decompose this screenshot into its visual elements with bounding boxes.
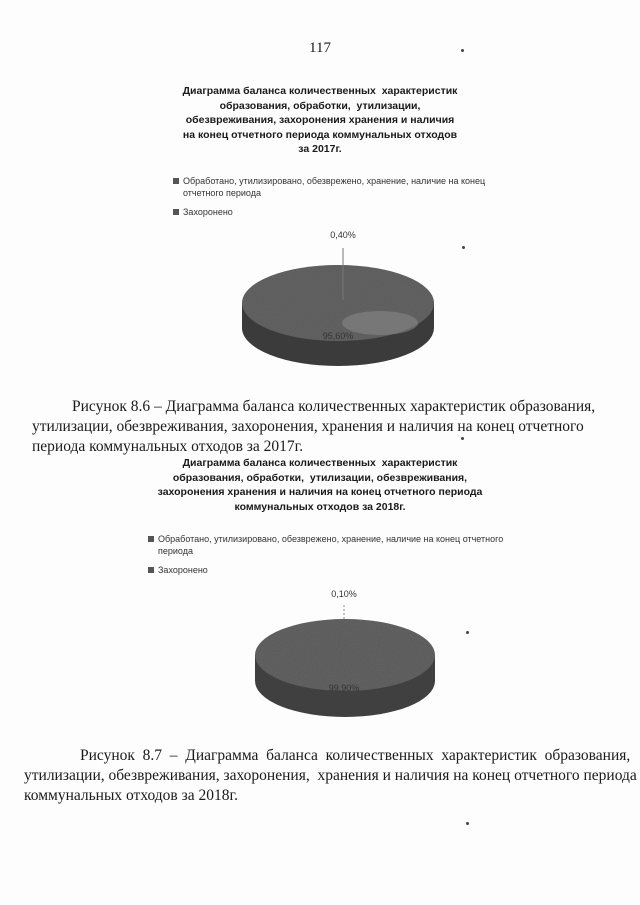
pie-chart-2018 bbox=[248, 583, 448, 728]
chart-title-line: образования, обработки, утилизации, bbox=[219, 99, 421, 112]
chart-legend-2018 bbox=[148, 533, 503, 583]
legend-swatch bbox=[148, 536, 154, 542]
legend-swatch bbox=[148, 567, 154, 573]
chart-title-line: Диаграмма баланса количественных характеристик bbox=[182, 85, 458, 97]
chart-title-line: захоронения хранения и наличия на конец отчетного периода bbox=[157, 486, 483, 498]
caption-line: Рисунок 8.7 – Диаграмма баланса количественных характеристик образования, bbox=[80, 747, 631, 764]
legend-line: Захоронено bbox=[158, 565, 208, 575]
caption-line: утилизации, обезвреживания, захоронения, хранения и наличия на конец отчетного bbox=[32, 418, 584, 435]
page-number: 117 bbox=[309, 40, 331, 56]
chart-title-2018 bbox=[0, 456, 640, 514]
legend-line: отчетного периода bbox=[183, 188, 261, 198]
scan-speck bbox=[461, 437, 464, 440]
scan-speck bbox=[466, 631, 469, 634]
legend-text bbox=[183, 175, 485, 199]
scan-speck bbox=[462, 246, 465, 249]
legend-item-buried bbox=[173, 206, 485, 218]
legend-item-buried bbox=[148, 564, 503, 576]
pie-label-processed: 99,90% bbox=[328, 683, 360, 693]
legend-line: периода bbox=[158, 546, 193, 556]
chart-title-line: на конец отчетного периода коммунальных отходов bbox=[182, 128, 458, 141]
caption-line: коммунальных отходов за 2018г. bbox=[24, 787, 238, 804]
chart-title-2017 bbox=[0, 84, 640, 157]
chart-title-line: обезвреживания, захоронения хранения и наличия bbox=[185, 114, 455, 126]
chart-legend-2017 bbox=[173, 175, 485, 225]
legend-swatch bbox=[173, 178, 179, 184]
legend-item-processed bbox=[148, 533, 503, 557]
pie-label-buried: 0,40% bbox=[330, 230, 356, 240]
chart-title-line: коммунальных отходов за 2018г. bbox=[234, 500, 406, 513]
figure-caption-8-6 bbox=[32, 397, 596, 457]
pie-chart-2017 bbox=[240, 225, 440, 380]
scan-speck bbox=[466, 822, 469, 825]
chart-title-line: за 2017г. bbox=[298, 143, 342, 155]
caption-line: Рисунок 8.6 – Диаграмма баланса количественных характеристик образования, bbox=[72, 398, 596, 415]
chart-title-line: образования, обработки, утилизации, обезвреживания, bbox=[172, 471, 468, 484]
legend-item-processed bbox=[173, 175, 485, 199]
legend-line: Обработано, утилизировано, обезврежено, хранение, наличие на конец bbox=[183, 176, 486, 186]
caption-line: утилизации, обезвреживания, захоронения, хранения и наличия на конец отчетного периода bbox=[24, 767, 637, 784]
pie-texture bbox=[255, 619, 435, 691]
legend-line: Захоронено bbox=[183, 207, 233, 217]
legend-swatch bbox=[173, 209, 179, 215]
chart-title-line: Диаграмма баланса количественных характеристик bbox=[182, 457, 458, 469]
pie-label-processed: 95,60% bbox=[322, 331, 354, 341]
scan-speck bbox=[461, 49, 464, 52]
figure-caption-8-7 bbox=[24, 746, 637, 806]
pie-highlight bbox=[342, 311, 418, 335]
legend-line: Обработано, утилизировано, обезврежено, хранение, наличие на конец отчетного bbox=[158, 534, 504, 544]
pie-label-buried: 0,10% bbox=[331, 589, 357, 599]
legend-text bbox=[158, 533, 503, 557]
caption-line: периода коммунальных отходов за 2017г. bbox=[32, 438, 304, 455]
